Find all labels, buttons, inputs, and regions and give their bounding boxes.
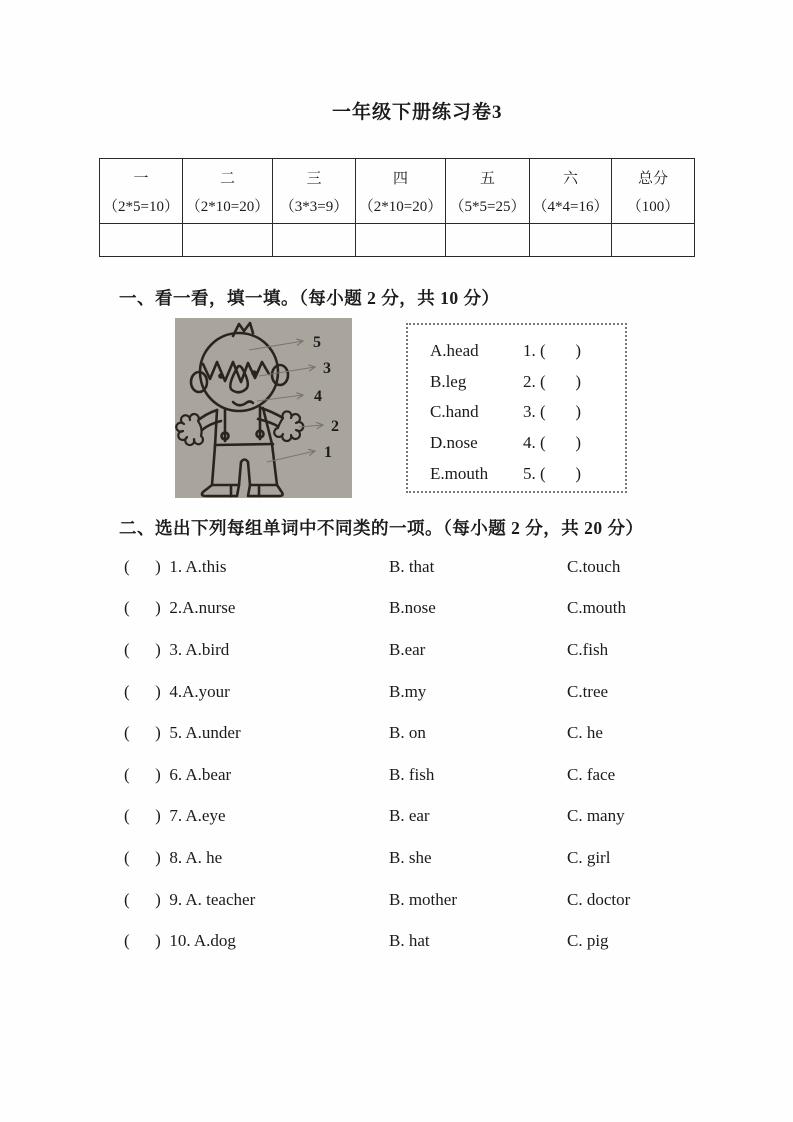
question-option-c: C.mouth bbox=[567, 598, 627, 618]
section-2-heading: 二、选出下列每组单词中不同类的一项。（每小题 2 分，共 20 分） bbox=[119, 518, 644, 538]
section-1-heading: 一、看一看，填一填。（每小题 2 分，共 10 分） bbox=[119, 288, 500, 308]
score-entry-cell bbox=[356, 224, 446, 257]
matching-answer-blank: 1. ( ) bbox=[523, 341, 582, 361]
matching-row bbox=[430, 367, 625, 398]
score-column-label: 一 bbox=[133, 170, 149, 187]
figure-number-label: 3 bbox=[323, 360, 331, 377]
question-answer-and-option-a: ( ) 8. A. he bbox=[124, 847, 223, 867]
score-column-label: 六 bbox=[562, 170, 578, 187]
score-table-header-cell bbox=[183, 159, 273, 224]
score-column-points: （3*3=9） bbox=[279, 198, 349, 215]
question-row bbox=[124, 629, 724, 671]
matching-answer-blank: 5. ( ) bbox=[523, 463, 582, 483]
figure-number-label: 2 bbox=[331, 418, 339, 435]
question-answer-and-option-a: ( ) 3. A.bird bbox=[124, 639, 230, 659]
score-entry-cell bbox=[612, 224, 695, 257]
question-list bbox=[124, 546, 724, 962]
score-column-points: （100） bbox=[626, 198, 680, 215]
question-row bbox=[124, 712, 724, 754]
score-column-points: （2*5=10） bbox=[103, 198, 179, 215]
question-option-b: B. ear bbox=[389, 806, 430, 826]
question-option-b: B.ear bbox=[389, 639, 426, 659]
matching-answer-box bbox=[406, 323, 627, 493]
question-option-c: C.tree bbox=[567, 681, 609, 701]
score-table-header-row bbox=[100, 159, 695, 224]
score-column-label: 二 bbox=[219, 170, 235, 187]
matching-row bbox=[430, 458, 625, 489]
question-row bbox=[124, 671, 724, 713]
question-option-c: C. face bbox=[567, 764, 616, 784]
score-column-points: （5*5=25） bbox=[449, 198, 526, 215]
question-row bbox=[124, 588, 724, 630]
score-column-label: 五 bbox=[479, 170, 495, 187]
matching-word: E.mouth bbox=[430, 463, 489, 483]
matching-word: B.leg bbox=[430, 371, 467, 391]
question-row bbox=[124, 920, 724, 962]
question-row bbox=[124, 837, 724, 879]
score-table-header-cell bbox=[446, 159, 530, 224]
question-answer-and-option-a: ( ) 6. A.bear bbox=[124, 764, 232, 784]
question-option-b: B. she bbox=[389, 847, 432, 867]
score-entry-cell bbox=[446, 224, 530, 257]
score-entry-cell bbox=[183, 224, 273, 257]
boy-right-eye bbox=[251, 370, 257, 376]
question-option-c: C.fish bbox=[567, 639, 609, 659]
score-column-points: （4*4=16） bbox=[532, 198, 609, 215]
question-option-b: B.my bbox=[389, 681, 427, 701]
score-column-label: 三 bbox=[306, 170, 322, 187]
matching-answer-blank: 2. ( ) bbox=[523, 371, 582, 391]
question-option-c: C. he bbox=[567, 723, 603, 743]
question-option-b: B. that bbox=[389, 556, 435, 576]
question-option-c: C. girl bbox=[567, 847, 611, 867]
score-entry-cell bbox=[273, 224, 356, 257]
figure-number-label: 4 bbox=[314, 388, 322, 405]
question-option-b: B. hat bbox=[389, 931, 430, 951]
matching-row bbox=[430, 397, 625, 428]
question-answer-and-option-a: ( ) 4.A.your bbox=[124, 681, 230, 701]
score-table-header-cell bbox=[273, 159, 356, 224]
question-option-c: C.touch bbox=[567, 556, 621, 576]
score-column-points: （2*10=20） bbox=[358, 198, 443, 215]
score-entry-cell bbox=[530, 224, 612, 257]
body-parts-figure bbox=[175, 318, 352, 498]
question-row bbox=[124, 754, 724, 796]
matching-row bbox=[430, 336, 625, 367]
matching-answer-blank: 4. ( ) bbox=[523, 433, 582, 453]
matching-answer-blank: 3. ( ) bbox=[523, 402, 582, 422]
matching-row bbox=[430, 428, 625, 459]
score-table-header-cell bbox=[100, 159, 183, 224]
question-option-c: C. pig bbox=[567, 931, 609, 951]
matching-word: C.hand bbox=[430, 402, 479, 422]
question-answer-and-option-a: ( ) 2.A.nurse bbox=[124, 598, 236, 618]
question-row bbox=[124, 796, 724, 838]
question-option-b: B.nose bbox=[389, 598, 436, 618]
question-row bbox=[124, 546, 724, 588]
question-answer-and-option-a: ( ) 9. A. teacher bbox=[124, 889, 256, 909]
score-table-entry-row bbox=[100, 224, 695, 257]
score-table bbox=[99, 158, 695, 257]
question-option-b: B. on bbox=[389, 723, 426, 743]
score-column-label: 总分 bbox=[637, 170, 668, 187]
score-column-label: 四 bbox=[392, 170, 408, 187]
matching-word: A.head bbox=[430, 341, 479, 361]
boy-illustration bbox=[175, 318, 352, 498]
score-entry-cell bbox=[100, 224, 183, 257]
figure-number-label: 5 bbox=[313, 334, 321, 351]
question-option-c: C. many bbox=[567, 806, 625, 826]
question-option-b: B. fish bbox=[389, 764, 435, 784]
figure-number-label: 1 bbox=[324, 444, 332, 461]
score-table-header-cell bbox=[530, 159, 612, 224]
boy-left-eye bbox=[218, 373, 224, 379]
score-column-points: （2*10=20） bbox=[185, 198, 270, 215]
question-option-b: B. mother bbox=[389, 889, 457, 909]
question-answer-and-option-a: ( ) 1. A.this bbox=[124, 556, 227, 576]
matching-word: D.nose bbox=[430, 433, 478, 453]
page-title: 一年级下册练习卷3 bbox=[332, 102, 503, 123]
score-table-header-cell bbox=[612, 159, 695, 224]
score-table-header-cell bbox=[356, 159, 446, 224]
question-row bbox=[124, 879, 724, 921]
question-answer-and-option-a: ( ) 5. A.under bbox=[124, 723, 241, 743]
question-answer-and-option-a: ( ) 7. A.eye bbox=[124, 806, 226, 826]
question-option-c: C. doctor bbox=[567, 889, 631, 909]
question-answer-and-option-a: ( ) 10. A.dog bbox=[124, 931, 236, 951]
